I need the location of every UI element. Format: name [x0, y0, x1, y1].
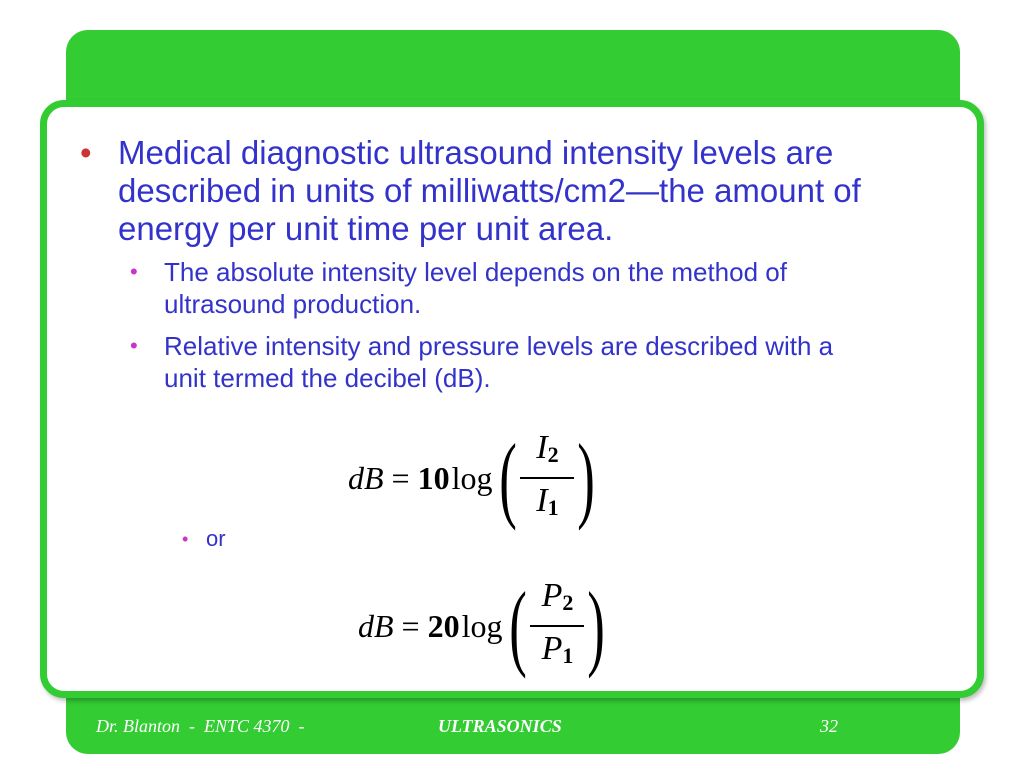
sub-bullet-marker: •: [130, 259, 138, 284]
sub-bullet-1-text: The absolute intensity level depends on the method of ultrasound production.: [164, 257, 787, 319]
eq-function: log: [451, 459, 493, 496]
eq-numerator: $P_2$: [541, 577, 574, 615]
eq-fraction: [520, 428, 574, 528]
sub-bullet-marker: •: [182, 529, 189, 549]
footer-page-number: 32: [820, 716, 838, 736]
footer-author-course: Dr. Blanton - ENTC 4370 -: [96, 716, 305, 736]
or-bullet: [182, 525, 226, 553]
sub-bullet-marker: •: [130, 333, 138, 358]
or-text: or: [206, 526, 226, 551]
left-paren: (: [509, 572, 528, 679]
eq-function: log: [461, 607, 503, 644]
fraction-bar: [520, 477, 574, 479]
bullet-marker: •: [80, 134, 92, 171]
sub-bullet-2-text: Relative intensity and pressure levels are described with a unit termed the decibel (dB).: [164, 331, 834, 393]
fraction-bar: [530, 625, 584, 627]
sub-bullet-1: [130, 256, 850, 320]
eq-equals: =: [391, 459, 410, 496]
left-paren: (: [499, 424, 518, 531]
eq-fraction: [530, 576, 584, 676]
eq-lhs: dB: [358, 607, 394, 644]
right-paren: ): [587, 572, 606, 679]
sub-bullet-2: [130, 330, 850, 394]
eq-coefficient: 20: [427, 607, 460, 644]
eq-equals: =: [401, 607, 420, 644]
eq-lhs: dB: [348, 459, 384, 496]
main-bullet: [80, 134, 940, 248]
equation-pressure: [358, 573, 612, 679]
equation-intensity: [348, 426, 602, 530]
footer-title: ULTRASONICS: [438, 716, 562, 736]
eq-coefficient: 10: [417, 459, 450, 496]
eq-denominator: $I_1$: [536, 482, 559, 520]
right-paren: ): [577, 424, 596, 531]
eq-numerator: $I_2$: [536, 429, 559, 467]
eq-denominator: $P_1$: [541, 630, 574, 668]
main-bullet-text: Medical diagnostic ultrasound intensity levels are described in units of milliwatts/cm2—the amount of energy per unit time per unit area.: [118, 134, 861, 247]
